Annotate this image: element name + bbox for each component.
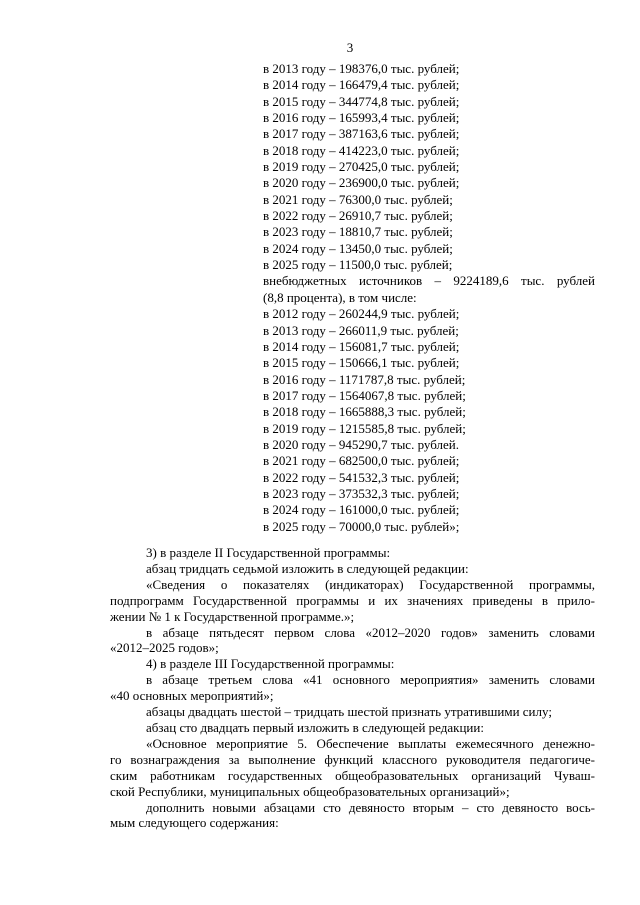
item3-paragraph: в абзаце пятьдесят первом слова «2012–2020 годов» заменить словами bbox=[146, 624, 595, 640]
funding-line: в 2015 году – 344774,8 тыс. рублей; bbox=[263, 93, 460, 109]
funding-line: в 2023 году – 373532,3 тыс. рублей; bbox=[263, 485, 460, 501]
funding-line: в 2013 году – 266011,9 тыс. рублей; bbox=[263, 322, 459, 338]
funding-line: в 2021 году – 76300,0 тыс. рублей; bbox=[263, 191, 453, 207]
funding-breakdown-column bbox=[263, 61, 595, 535]
funding-line: в 2017 году – 387163,6 тыс. рублей; bbox=[263, 126, 460, 142]
funding-line: в 2017 году – 1564067,8 тыс. рублей; bbox=[263, 387, 466, 403]
funding-line: в 2019 году – 1215585,8 тыс. рублей; bbox=[263, 420, 466, 436]
funding-line: в 2019 году – 270425,0 тыс. рублей; bbox=[263, 159, 460, 175]
funding-line: в 2025 году – 70000,0 тыс. рублей»; bbox=[263, 518, 460, 534]
item4-paragraph: абзац сто двадцать первый изложить в следующей редакции: bbox=[146, 719, 484, 735]
funding-line: в 2014 году – 166479,4 тыс. рублей; bbox=[263, 77, 460, 93]
item4-quote-line: «Основное мероприятие 5. Обеспечение выплаты ежемесячного денежно- bbox=[146, 735, 595, 751]
funding-line: в 2021 году – 682500,0 тыс. рублей; bbox=[263, 453, 460, 469]
funding-line: в 2018 году – 1665888,3 тыс. рублей; bbox=[263, 404, 466, 420]
item3-quote-line: жении № 1 к Государственной программе.»; bbox=[110, 608, 355, 624]
item3-paragraph: абзац тридцать седьмой изложить в следующей редакции: bbox=[146, 560, 469, 576]
funding-line: в 2024 году – 13450,0 тыс. рублей; bbox=[263, 240, 453, 256]
funding-line: в 2023 году – 18810,7 тыс. рублей; bbox=[263, 224, 453, 240]
funding-line: в 2014 году – 156081,7 тыс. рублей; bbox=[263, 338, 460, 354]
item4-paragraph: в абзаце третьем слова «41 основного мероприятия» заменить словами bbox=[146, 672, 595, 688]
funding-line: в 2018 году – 414223,0 тыс. рублей; bbox=[263, 142, 460, 158]
funding-line: в 2022 году – 541532,3 тыс. рублей; bbox=[263, 469, 460, 485]
funding-line: в 2015 году – 150666,1 тыс. рублей; bbox=[263, 355, 460, 371]
amendments-body bbox=[110, 545, 595, 831]
extrabudget-total-line: внебюджетных источников – 9224189,6 тыс. рублей bbox=[263, 273, 595, 289]
funding-line: в 2020 году – 236900,0 тыс. рублей; bbox=[263, 175, 460, 191]
item4-paragraph: абзацы двадцать шестой – тридцать шестой признать утратившими силу; bbox=[146, 704, 552, 720]
item3-quote-line: «Сведения о показателях (индикаторах) Государственной программы, bbox=[146, 576, 595, 592]
item4-paragraph: дополнить новыми абзацами сто девяносто вторым – сто девяносто вось- bbox=[146, 799, 595, 815]
funding-line: в 2025 году – 11500,0 тыс. рублей; bbox=[263, 257, 453, 273]
page-number: 3 bbox=[346, 40, 354, 55]
funding-line: в 2012 году – 260244,9 тыс. рублей; bbox=[263, 306, 460, 322]
item3-heading: 3) в разделе II Государственной программы: bbox=[146, 545, 391, 560]
funding-line: в 2020 году – 945290,7 тыс. рублей. bbox=[263, 436, 459, 452]
item4-paragraph: мым следующего содержания: bbox=[110, 815, 279, 831]
funding-line: в 2024 году – 161000,0 тыс. рублей; bbox=[263, 502, 460, 518]
funding-line: в 2013 году – 198376,0 тыс. рублей; bbox=[263, 61, 460, 76]
item3-quote-line: подпрограмм Государственной программы и их значениях приведены в прило- bbox=[110, 592, 595, 608]
item4-quote-line: го вознаграждения за выполнение функций классного руководителя педагогиче- bbox=[110, 751, 595, 767]
item3-paragraph: «2012–2025 годов»; bbox=[110, 640, 219, 656]
item4-paragraph: «40 основных мероприятий»; bbox=[110, 688, 274, 704]
item4-quote-line: ским работникам государственных общеобразовательных организаций Чуваш- bbox=[110, 767, 595, 783]
funding-line: в 2016 году – 1171787,8 тыс. рублей; bbox=[263, 371, 466, 387]
funding-line: в 2016 году – 165993,4 тыс. рублей; bbox=[263, 110, 460, 126]
extrabudget-share-line: (8,8 процента), в том числе: bbox=[263, 289, 417, 305]
funding-line: в 2022 году – 26910,7 тыс. рублей; bbox=[263, 208, 453, 224]
item4-heading: 4) в разделе III Государственной программы: bbox=[146, 656, 395, 672]
item4-quote-line: ской Республики, муниципальных общеобразовательных организаций»; bbox=[110, 783, 510, 799]
